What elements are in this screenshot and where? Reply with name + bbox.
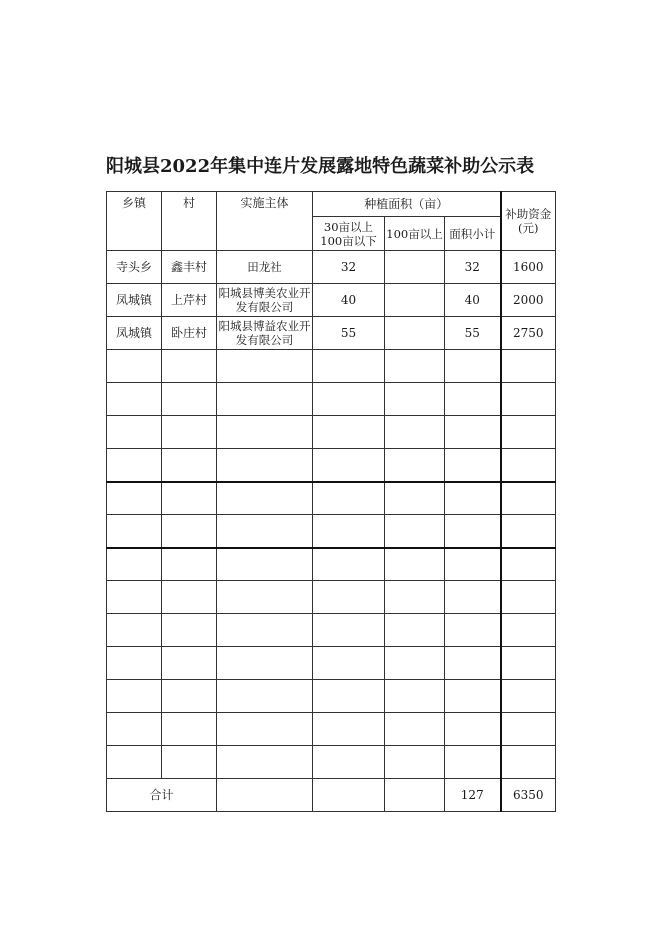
empty-cell	[313, 482, 385, 515]
empty-cell	[107, 713, 162, 746]
total-area-100-plus	[385, 779, 445, 812]
empty-cell	[445, 416, 501, 449]
empty-cell	[501, 515, 556, 548]
empty-cell	[107, 383, 162, 416]
empty-cell	[445, 713, 501, 746]
empty-cell	[162, 680, 217, 713]
cell-subsidy: 2750	[501, 317, 556, 350]
empty-cell	[217, 647, 313, 680]
empty-cell	[385, 614, 445, 647]
empty-cell	[501, 713, 556, 746]
empty-cell	[501, 581, 556, 614]
empty-cell	[445, 647, 501, 680]
cell-town: 寺头乡	[107, 251, 162, 284]
empty-cell	[445, 581, 501, 614]
empty-cell	[313, 449, 385, 482]
cell-area-subtotal: 32	[445, 251, 501, 284]
empty-cell	[501, 647, 556, 680]
empty-row	[107, 647, 556, 680]
cell-town: 凤城镇	[107, 317, 162, 350]
empty-cell	[313, 746, 385, 779]
cell-entity: 田龙社	[217, 251, 313, 284]
header-row	[107, 192, 556, 217]
empty-cell	[162, 647, 217, 680]
empty-cell	[313, 581, 385, 614]
empty-row	[107, 614, 556, 647]
empty-cell	[217, 680, 313, 713]
empty-cell	[313, 713, 385, 746]
empty-cell	[501, 746, 556, 779]
empty-cell	[107, 680, 162, 713]
empty-cell	[501, 449, 556, 482]
empty-cell	[501, 416, 556, 449]
empty-row	[107, 482, 556, 515]
empty-cell	[107, 515, 162, 548]
empty-cell	[385, 713, 445, 746]
empty-cell	[385, 548, 445, 581]
table-row	[107, 284, 556, 317]
empty-cell	[217, 548, 313, 581]
cell-area-30-100: 55	[313, 317, 385, 350]
empty-row	[107, 713, 556, 746]
empty-cell	[445, 515, 501, 548]
empty-cell	[162, 746, 217, 779]
subsidy-table	[106, 191, 556, 812]
empty-cell	[313, 680, 385, 713]
header-village: 村	[162, 192, 217, 251]
empty-cell	[385, 680, 445, 713]
empty-cell	[445, 680, 501, 713]
empty-cell	[445, 350, 501, 383]
empty-cell	[107, 746, 162, 779]
empty-cell	[217, 614, 313, 647]
empty-row	[107, 680, 556, 713]
empty-cell	[445, 614, 501, 647]
cell-entity: 阳城县博美农业开发有限公司	[217, 284, 313, 317]
empty-cell	[162, 581, 217, 614]
cell-subsidy: 2000	[501, 284, 556, 317]
cell-area-30-100: 40	[313, 284, 385, 317]
cell-village: 卧庄村	[162, 317, 217, 350]
table-row	[107, 317, 556, 350]
header-town: 乡镇	[107, 192, 162, 251]
empty-cell	[107, 548, 162, 581]
empty-cell	[501, 383, 556, 416]
empty-cell	[107, 482, 162, 515]
empty-cell	[107, 581, 162, 614]
empty-cell	[501, 614, 556, 647]
total-area-30-100	[313, 779, 385, 812]
total-label: 合计	[107, 779, 217, 812]
cell-village: 上芹村	[162, 284, 217, 317]
empty-cell	[217, 581, 313, 614]
empty-cell	[385, 350, 445, 383]
total-entity	[217, 779, 313, 812]
empty-row	[107, 416, 556, 449]
empty-row	[107, 548, 556, 581]
header-area-100-plus: 100亩以上	[385, 217, 445, 251]
empty-cell	[445, 383, 501, 416]
header-area-subtotal: 面积小计	[445, 217, 501, 251]
empty-cell	[107, 350, 162, 383]
empty-cell	[217, 449, 313, 482]
empty-cell	[217, 416, 313, 449]
cell-entity: 阳城县博益农业开发有限公司	[217, 317, 313, 350]
empty-row	[107, 383, 556, 416]
cell-area-30-100: 32	[313, 251, 385, 284]
empty-cell	[313, 647, 385, 680]
empty-cell	[501, 548, 556, 581]
empty-cell	[162, 548, 217, 581]
empty-row	[107, 449, 556, 482]
header-area-group: 种植面积（亩）	[313, 192, 501, 217]
empty-cell	[162, 383, 217, 416]
empty-cell	[162, 449, 217, 482]
empty-cell	[385, 647, 445, 680]
total-row	[107, 779, 556, 812]
cell-village: 鑫丰村	[162, 251, 217, 284]
empty-cell	[217, 383, 313, 416]
empty-cell	[217, 350, 313, 383]
page-title: 阳城县2022年集中连片发展露地特色蔬菜补助公示表	[106, 156, 535, 177]
empty-cell	[162, 614, 217, 647]
empty-row	[107, 515, 556, 548]
empty-cell	[313, 350, 385, 383]
cell-area-100-plus	[385, 284, 445, 317]
empty-cell	[107, 647, 162, 680]
empty-cell	[385, 515, 445, 548]
empty-row	[107, 581, 556, 614]
empty-cell	[313, 383, 385, 416]
cell-area-100-plus	[385, 317, 445, 350]
empty-cell	[162, 350, 217, 383]
empty-cell	[313, 416, 385, 449]
header-subsidy: 补助资金(元)	[501, 192, 556, 251]
cell-town: 凤城镇	[107, 284, 162, 317]
empty-cell	[445, 746, 501, 779]
empty-cell	[385, 482, 445, 515]
empty-cell	[313, 614, 385, 647]
empty-cell	[385, 581, 445, 614]
cell-area-subtotal: 40	[445, 284, 501, 317]
empty-cell	[385, 449, 445, 482]
empty-cell	[501, 350, 556, 383]
empty-cell	[313, 548, 385, 581]
cell-area-100-plus	[385, 251, 445, 284]
cell-area-subtotal: 55	[445, 317, 501, 350]
empty-row	[107, 350, 556, 383]
header-entity: 实施主体	[217, 192, 313, 251]
empty-cell	[217, 746, 313, 779]
empty-cell	[313, 515, 385, 548]
empty-row	[107, 746, 556, 779]
empty-cell	[217, 515, 313, 548]
empty-cell	[445, 482, 501, 515]
cell-subsidy: 1600	[501, 251, 556, 284]
empty-cell	[162, 482, 217, 515]
table-row	[107, 251, 556, 284]
empty-cell	[445, 548, 501, 581]
empty-cell	[107, 449, 162, 482]
empty-cell	[162, 515, 217, 548]
empty-cell	[217, 482, 313, 515]
empty-cell	[162, 713, 217, 746]
header-area-30-100: 30亩以上100亩以下	[313, 217, 385, 251]
empty-cell	[385, 383, 445, 416]
total-area-subtotal: 127	[445, 779, 501, 812]
empty-cell	[107, 614, 162, 647]
empty-cell	[501, 482, 556, 515]
empty-cell	[385, 416, 445, 449]
empty-cell	[162, 416, 217, 449]
empty-cell	[217, 713, 313, 746]
total-subsidy: 6350	[501, 779, 556, 812]
empty-cell	[107, 416, 162, 449]
empty-cell	[501, 680, 556, 713]
empty-cell	[385, 746, 445, 779]
empty-cell	[445, 449, 501, 482]
